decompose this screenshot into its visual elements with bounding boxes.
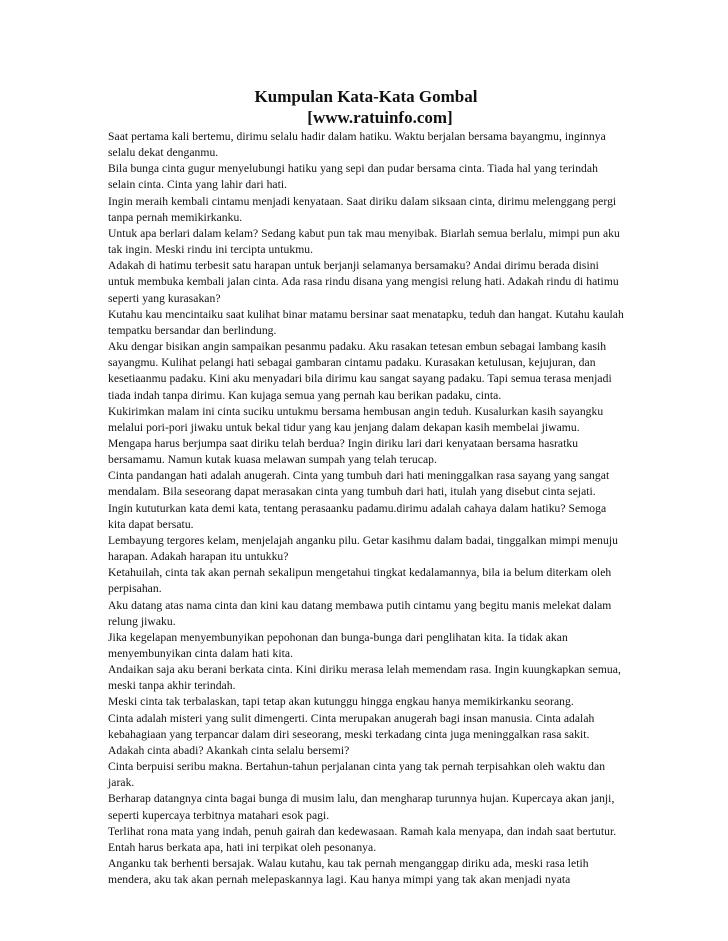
paragraph: Anganku tak berhenti bersajak. Walau kutahu, kau tak pernah menganggap diriku ada, meski rasa letih mendera, aku tak akan pernah melepaskannya lagi. Kau hanya mimpi yang tak akan menjadi nyata [108, 857, 589, 887]
paragraph: Aku dengar bisikan angin sampaikan pesanmu padaku. Aku rasakan tetesan embun sebagai lambang kasih sayangmu. Kulihat pelangi hati sebagai gambaran cintamu padaku. Kurasakan ketulusan, kejujuran, dan kesetiaanmu padaku. Kini aku menyadari bila dirimu kau sangat sayang padaku. Tapi semua terasa menjadi tiada indah tanpa dirimu. Kan kujaga semua yang pernah kau berikan padaku, cinta. [108, 340, 612, 402]
paragraph: Meski cinta tak terbalaskan, tapi tetap akan kutunggu hingga engkau hanya memikirkanku seorang. [108, 695, 574, 709]
paragraph: Ingin kututurkan kata demi kata, tentang perasaanku padamu.dirimu adalah cahaya dalam hatiku? Semoga kita dapat bersatu. [108, 501, 607, 531]
paragraph: Cinta pandangan hati adalah anugerah. Cinta yang tumbuh dari hati meninggalkan rasa sayang yang sangat mendalam. Bila seseorang dapat merasakan cinta yang tumbuh dari hati, itulah yang disebut cinta sejati. [108, 469, 610, 499]
paragraph: Lembayung tergores kelam, menjelajah anganku pilu. Getar kasihmu dalam badai, tinggalkan mimpi menuju harapan. Adakah harapan itu untukku? [108, 533, 618, 564]
paragraph: Cinta berpuisi seribu makna. Bertahun-tahun perjalanan cinta yang tak pernah terpisahkan oleh waktu dan jarak. [108, 760, 606, 790]
paragraph: Berharap datangnya cinta bagai bunga di musim lalu, dan mengharap turunnya hujan. Kupercaya akan janji, seperti kupercaya terbitnya matahari esok pagi. [108, 792, 615, 822]
paragraph: Andaikan saja aku berani berkata cinta. Kini diriku merasa lelah memendam rasa. Ingin kuungkapkan semua, meski tanpa akhir terindah. [108, 663, 621, 693]
paragraph: Aku datang atas nama cinta dan kini kau datang membawa putih cintamu yang begitu manis melekat dalam relung jiwaku. [108, 598, 612, 628]
paragraph: Untuk apa berlari dalam kelam? Sedang kabut pun tak mau menyibak. Biarlah semua berlalu, mimpi pun aku tak ingin. Meski rindu ini tercipta untukmu. [108, 226, 620, 257]
document-body [108, 129, 626, 888]
paragraph: Terlihat rona mata yang indah, penuh gairah dan kedewasaan. Ramah kala menyapa, dan indah saat bertutur. Entah harus berkata apa, hati ini terpikat oleh pesonanya. [108, 824, 617, 854]
document-header [108, 86, 624, 128]
document-title: Kumpulan Kata-Kata Gombal [254, 87, 478, 106]
paragraph: Kukirimkan malam ini cinta suciku untukmu bersama hembusan angin teduh. Kusalurkan kasih sayangku melalui pori-pori jiwaku untuk bekal tidur yang kau jenjang dalam dekapan kasih membelai jiwamu. [108, 404, 604, 434]
paragraph: Cinta adalah misteri yang sulit dimengerti. Cinta merupakan anugerah bagi insan manusia. Cinta adalah kebahagiaan yang terpancar dalam diri seseorang, meski terkadang cinta juga meninggalkan rasa sakit. Adakah cinta abadi? Akankah cinta selalu bersemi? [108, 711, 595, 757]
paragraph: Mengapa harus berjumpa saat diriku telah berdua? Ingin diriku lari dari kenyataan bersama hasratku bersamamu. Namun kutak kuasa melawan sumpah yang telah terucap. [108, 436, 579, 467]
paragraph: Ingin meraih kembali cintamu menjadi kenyataan. Saat diriku dalam siksaan cinta, dirimu melenggang pergi tanpa pernah memikirkanku. [108, 194, 617, 224]
paragraph: Kutahu kau mencintaiku saat kulihat binar matamu bersinar saat menatapku, teduh dan hangat. Kutahu kaulah tempatku bersandar dan berlindung. [108, 307, 624, 337]
paragraph: Ketahuilah, cinta tak akan pernah sekalipun mengetahui tingkat kedalamannya, bila ia belum diterkam oleh perpisahan. [108, 566, 612, 596]
document-source: [www.ratuinfo.com] [307, 108, 453, 127]
paragraph: Adakah di hatimu terbesit satu harapan untuk berjanji selamanya bersamaku? Andai dirimu berada disini untuk membuka kembali jalan cinta. Ada rasa rindu disana yang mengisi relung hati. Adakah rindu di hatimu seperti yang kurasakan? [108, 259, 619, 305]
paragraph: Jika kegelapan menyembunyikan pepohonan dan bunga-bunga dari penglihatan kita. Ia tidak akan menyembunyikan cinta dalam hati kita. [108, 630, 568, 660]
paragraph: Bila bunga cinta gugur menyelubungi hatiku yang sepi dan pudar bersama cinta. Tiada hal yang terindah selain cinta. Cinta yang lahir dari hati. [108, 162, 598, 192]
paragraph: Saat pertama kali bertemu, dirimu selalu hadir dalam hatiku. Waktu berjalan bersama bayangmu, inginnya selalu dekat denganmu. [108, 130, 606, 160]
